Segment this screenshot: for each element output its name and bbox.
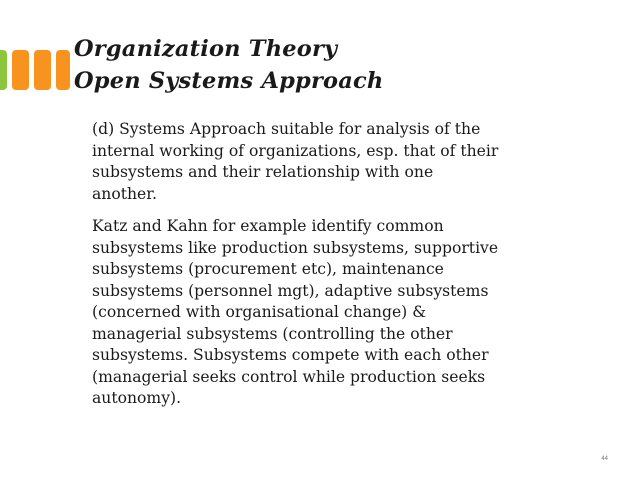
orange-bar [34,50,51,90]
subtitle-line: Open Systems Approach [74,68,384,94]
orange-bar [56,50,70,90]
paragraph [92,216,622,410]
text-line: (d) Systems Approach suitable for analysis of the [92,120,481,138]
green-bar [0,50,7,90]
slide-title [74,33,614,97]
text-line: another. [92,184,157,203]
text-line: subsystems. Subsystems compete with each other [92,346,489,364]
text-line: internal working of organizations, esp. that of their [92,141,499,160]
text-line: (managerial seeks control while production seeks [92,367,486,386]
text-line: (concerned with organisational change) & [92,303,427,321]
text-line: managerial subsystems (controlling the other [92,324,453,343]
text-line: subsystems (procurement etc), maintenance [92,260,444,278]
slide-body [92,119,622,421]
text-line: subsystems and their relationship with one [92,163,434,181]
text-line: subsystems like production subsystems, supportive [92,238,499,257]
paragraph [92,119,622,205]
text-line: subsystems (personnel mgt), adaptive subsystems [92,281,489,300]
text-line: autonomy). [92,389,182,407]
orange-bar [12,50,29,90]
title-line: Organization Theory [74,36,338,62]
text-line: Katz and Kahn for example identify common [92,217,444,235]
page-number: 44 [601,456,608,462]
